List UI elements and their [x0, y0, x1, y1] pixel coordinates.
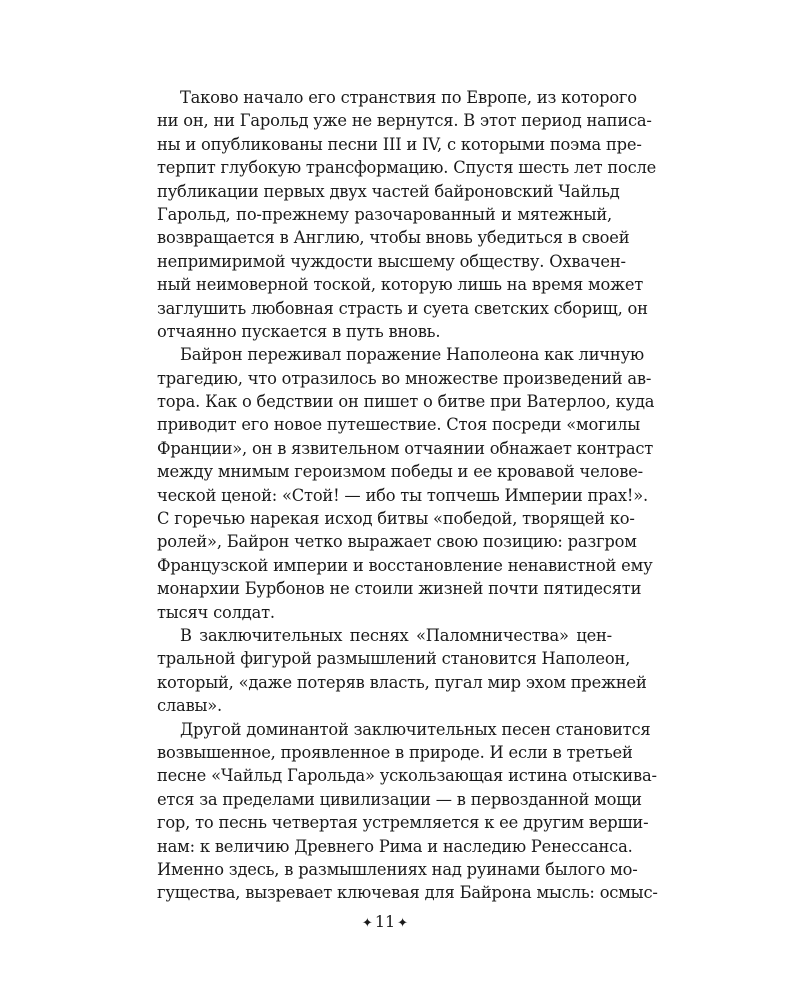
text-line: ется за пределами цивилизации — в первозданной мощи [157, 789, 642, 809]
text-line: Байрон переживал поражение Наполеона как личную [180, 345, 644, 365]
text-line: который, «даже потеряв власть, пугал мир эхом прежней [157, 672, 647, 692]
text-line: Таково начало его странствия по Европе, из которого [180, 88, 637, 107]
text-line: тора. Как о бедствии он пишет о битве при Ватерлоо, куда [157, 392, 655, 412]
text-line: заглушить любовная страсть и суета светских сборищ, он [157, 298, 648, 318]
text-line: С горечью нарекая исход битвы «победой, творящей ко- [157, 509, 635, 529]
text-line: славы». [157, 696, 223, 716]
text-line: ролей», Байрон четко выражает свою позицию: разгром [157, 532, 637, 552]
text-line: тысяч солдат. [157, 602, 275, 622]
text-line: В заключительных песнях «Паломничества» цен- [180, 625, 612, 645]
paragraph [157, 624, 647, 718]
text-line: монархии Бурбонов не стоили жизней почти пятидесяти [157, 579, 642, 599]
text-line: между мнимым героизмом победы и ее кровавой челове- [157, 462, 643, 482]
text-line: Франции», он в язвительном отчаянии обнажает контраст [157, 438, 654, 458]
text-line: терпит глубокую трансформацию. Спустя шесть лет после [157, 158, 657, 178]
text-line: гущества, вызревает ключевая для Байрона мысль: осмыс- [157, 883, 658, 903]
ornament-right-icon: ✦ [397, 916, 409, 931]
text-line: непримиримой чуждости высшему обществу. Охвачен- [157, 251, 626, 271]
text-line: тральной фигурой размышлений становится Наполеон, [157, 649, 631, 669]
text-line: возвышенное, проявленное в природе. И если в третьей [157, 742, 633, 762]
text-line: гор, то песнь четвертая устремляется к ее другим верши- [157, 813, 649, 833]
text-line: ный неимоверной тоской, которую лишь на время может [157, 275, 644, 295]
text-line: ны и опубликованы песни III и IV, с которыми поэма пре- [157, 134, 642, 154]
text-line: ческой ценой: «Стой! — ибо ты топчешь Империи прах!». [157, 485, 648, 505]
text-line: приводит его новое путешествие. Стоя посреди «могилы [157, 415, 641, 435]
text-line: трагедию, что отразилось во множестве произведений ав- [157, 368, 652, 388]
paragraph [157, 343, 655, 624]
body-text [157, 86, 658, 905]
text-line: песне «Чайльд Гарольда» ускользающая истина отыскива- [157, 766, 657, 786]
paragraph [157, 718, 658, 905]
text-line: возвращается в Англию, чтобы вновь убедиться в своей [157, 228, 630, 248]
text-line: ни он, ни Гарольд уже не вернутся. В этот период написа- [157, 111, 652, 131]
text-line: Другой доминантой заключительных песен становится [180, 719, 651, 739]
page-number-footer [0, 910, 770, 936]
text-line: Французской империи и восстановление ненавистной ему [157, 555, 653, 575]
text-line: публикации первых двух частей байроновский Чайльд [157, 181, 620, 201]
text-line: Именно здесь, в размышлениях над руинами былого мо- [157, 859, 638, 879]
text-line: нам: к величию Древнего Рима и наследию Ренессанса. [157, 836, 633, 856]
ornament-left-icon: ✦ [361, 916, 373, 931]
paragraph [157, 86, 657, 343]
text-line: Гарольд, по-прежнему разочарованный и мятежный, [157, 204, 612, 224]
text-line: отчаянно пускается в путь вновь. [157, 321, 441, 341]
page-number: 11 [374, 912, 396, 931]
